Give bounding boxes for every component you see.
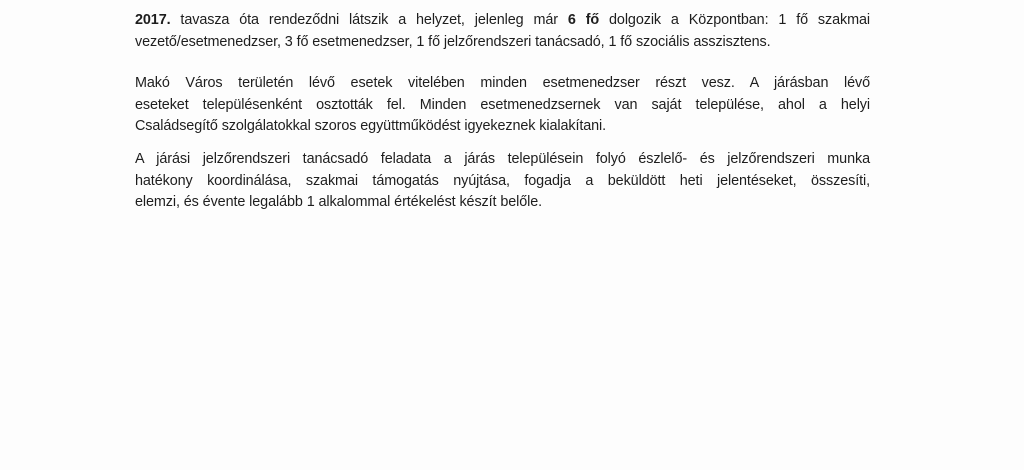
text-line: vezető/esetmenedzser, 3 fő esetmenedzser, 1 fő jelzőrendszeri tanácsadó, 1 fő szociális asszisztens. (135, 33, 771, 50)
bold-staff-count: 6 fő (567, 12, 600, 28)
text-segment: tavasza óta rendeződni látszik a helyzet, jelenleg már (170, 12, 568, 28)
text-line: elemzi, és évente legalább 1 alkalommal értékelést készít belőle. (135, 194, 543, 210)
text-line: Makó Város területén lévő esetek vitelében minden esetmenedzser részt vesz. A járásban lévő (135, 75, 870, 91)
paragraph-case-distribution (135, 73, 870, 138)
text-line: Családsegítő szolgálatokkal szoros együttműködést igyekeznek kialakítani. (135, 118, 607, 134)
paragraph-staffing (135, 10, 870, 53)
text-line (135, 10, 870, 32)
bold-year: 2017. (135, 12, 171, 28)
text-segment: dolgozik a Központban: 1 fő szakmai (599, 12, 871, 28)
text-line: hatékony koordinálása, szakmai támogatás nyújtása, fogadja a beküldött heti jelentéseket, összesíti, (135, 172, 870, 189)
text-line: eseteket településenként osztották fel. Minden esetmenedzsernek van saját települése, ahol a helyi (135, 96, 870, 113)
paragraph-advisor-duties (135, 149, 870, 214)
text-line: A járási jelzőrendszeri tanácsadó feladata a járás településein folyó észlelő- és jelzőrendszeri munka (135, 151, 870, 167)
